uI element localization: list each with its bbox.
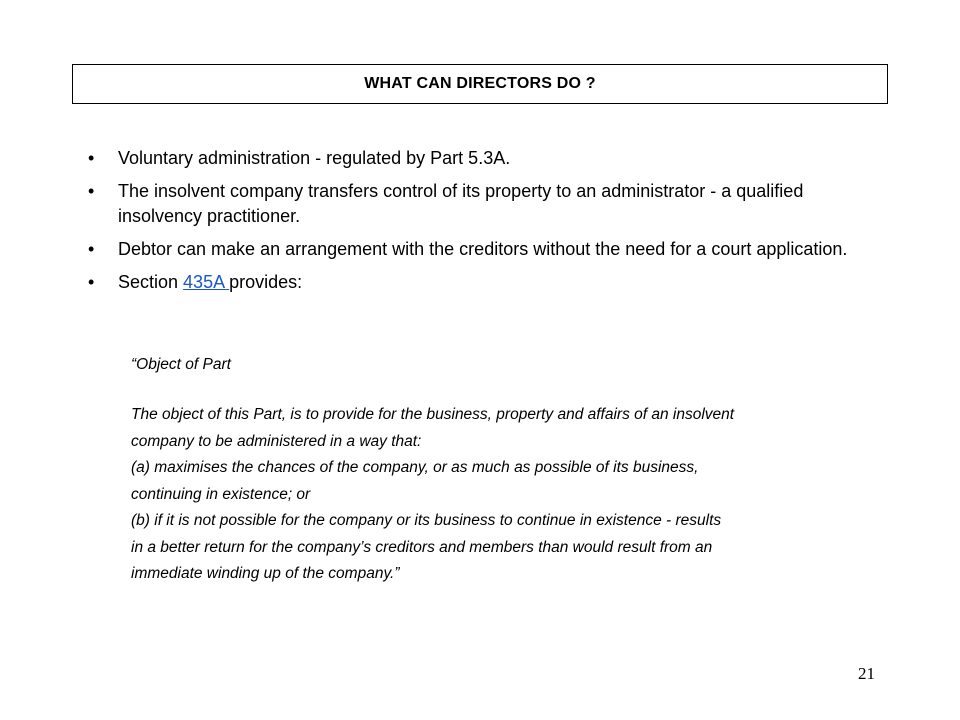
quote-line: continuing in existence; or — [131, 485, 311, 503]
bullet-item — [88, 237, 888, 262]
bullet-text-prefix: Section — [118, 272, 184, 292]
quote-line: immediate winding up of the company.” — [131, 565, 400, 582]
bullet-text-suffix: provides: — [229, 272, 303, 292]
quote-heading: “Object of Part — [131, 356, 231, 373]
bullet-dot-icon: • — [88, 272, 95, 292]
bullet-dot-icon: • — [88, 239, 95, 259]
bullet-item — [88, 270, 888, 295]
quote-line: in a better return for the company’s creditors and members than would result from an — [131, 538, 713, 556]
title-box — [72, 64, 888, 104]
quote-line: (b) if it is not possible for the company or its business to continue in existence - results — [131, 512, 722, 529]
quote-line: The object of this Part, is to provide for the business, property and affairs of an insolvent — [131, 406, 735, 423]
bullet-text: The insolvent company transfers control of its property to an administrator - a qualified insolvency practitioner. — [118, 181, 804, 226]
bullet-list — [88, 146, 888, 303]
bullet-text: Debtor can make an arrangement with the creditors without the need for a court application. — [118, 239, 848, 259]
bullet-dot-icon: • — [88, 181, 95, 201]
section-435a-link[interactable]: 435A — [183, 272, 230, 292]
bullet-text: Voluntary administration - regulated by Part 5.3A. — [118, 148, 511, 168]
page-title: WHAT CAN DIRECTORS DO ? — [364, 75, 596, 92]
bullet-item — [88, 179, 888, 229]
quote-line: (a) maximises the chances of the company, or as much as possible of its business, — [131, 459, 699, 476]
bullet-dot-icon: • — [88, 148, 95, 168]
quoted-provision — [131, 352, 881, 588]
quote-line: company to be administered in a way that: — [131, 432, 422, 450]
bullet-item — [88, 146, 888, 171]
page-number: 21 — [858, 664, 875, 683]
